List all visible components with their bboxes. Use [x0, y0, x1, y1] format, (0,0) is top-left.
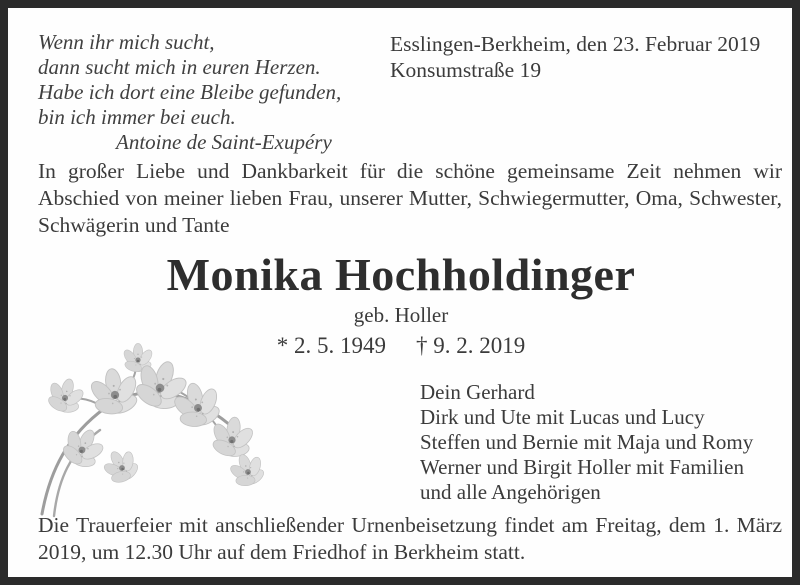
mourner-line: Werner und Birgit Holler mit Familien: [420, 455, 744, 479]
quote-line: Wenn ihr mich sucht,: [38, 30, 215, 54]
quote-block: [38, 30, 341, 155]
dateline-place-date: Esslingen-Berkheim, den 23. Februar 2019: [390, 32, 761, 56]
mourner-line: Dirk und Ute mit Lucas und Lucy: [420, 405, 705, 429]
quote-line: dann sucht mich in euren Herzen.: [38, 55, 321, 79]
orchid-branch-illustration: [20, 340, 280, 520]
mourner-line: Steffen und Bernie mit Maja und Romy: [420, 430, 754, 454]
dateline-street: Konsumstraße 19: [390, 58, 542, 82]
mourner-line: Dein Gerhard: [420, 380, 535, 404]
mourners-block: [420, 380, 753, 505]
quote-line: bin ich immer bei euch.: [38, 105, 236, 129]
orchid-icon: [20, 340, 280, 520]
quote-line: Habe ich dort eine Bleibe gefunden,: [38, 80, 342, 104]
mourner-line: und alle Angehörigen: [420, 480, 601, 504]
closing-paragraph: Die Trauerfeier mit anschließender Urnenbeisetzung findet am Freitag, dem 1. März 2019, um 12.30 Uhr auf dem Friedhof in Berkheim statt.: [38, 513, 782, 564]
quote-attribution: Antoine de Saint-Exupéry: [116, 130, 332, 154]
death-date: † 9. 2. 2019: [416, 333, 526, 358]
maiden-name: geb. Holler: [353, 303, 449, 327]
birth-date: * 2. 5. 1949: [276, 333, 386, 358]
deceased-name: Monika Hochholdinger: [166, 249, 636, 300]
intro-paragraph: In großer Liebe und Dankbarkeit für die schöne gemeinsame Zeit nehmen wir Abschied von meiner lieben Frau, unserer Mutter, Schwiegermutter, Oma, Schwester, Schwägerin und Tante: [38, 159, 782, 237]
dateline-block: [390, 31, 760, 83]
